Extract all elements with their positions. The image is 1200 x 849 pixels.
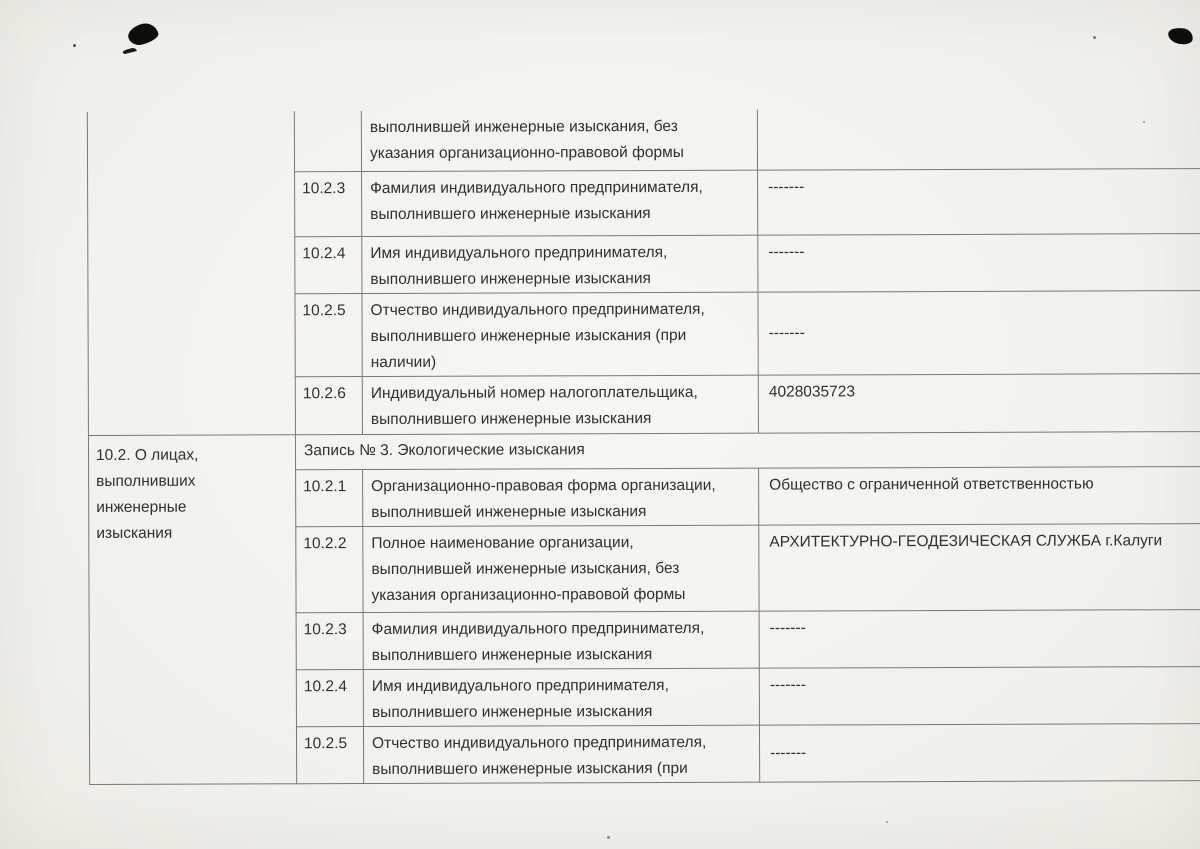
survey-persons-table <box>87 108 1200 784</box>
field-value <box>757 108 1200 170</box>
field-label: Индивидуальный номер налогоплательщика, выполнившего инженерные изыскания <box>362 375 758 434</box>
paper-speck <box>1093 36 1096 39</box>
field-label: Фамилия индивидуального предпринимателя, выполнившего инженерные изыскания <box>362 170 758 236</box>
ink-blot-top-left <box>126 21 160 48</box>
field-value: ------- <box>759 666 1200 725</box>
field-label: Организационно-правовая форма организации, выполнившей инженерные изыскания <box>363 468 759 526</box>
field-label: Имя индивидуального предпринимателя, выполнившего инженерные изыскания <box>362 235 758 293</box>
field-label: выполнившей инженерные изыскания, без указания организационно-правовой формы <box>361 110 757 171</box>
field-label: Отчество индивидуального предпринимателя, выполнившего инженерные изыскания (при наличии) <box>362 292 758 376</box>
field-value: ------- <box>759 609 1200 668</box>
field-value: АРХИТЕКТУРНО-ГЕОДЕЗИЧЕСКАЯ СЛУЖБА г.Калуги <box>759 523 1200 611</box>
row-number-cell: 10.2.6 <box>295 376 362 434</box>
section-cell-empty <box>87 111 295 435</box>
row-number-cell: 10.2.4 <box>295 236 362 293</box>
row-number-cell: 10.2.4 <box>296 669 363 726</box>
table-row <box>88 431 1200 470</box>
table-row <box>87 108 1200 172</box>
paper-speck <box>607 836 610 839</box>
field-value: Общество с ограниченной ответственностью <box>759 466 1200 525</box>
field-label: Полное наименование организации, выполнившей инженерные изыскания, без указания организационно-правовой формы <box>363 525 759 612</box>
field-label: Фамилия индивидуального предпринимателя, выполнившего инженерные изыскания <box>363 611 759 669</box>
row-number-cell: 10.2.5 <box>295 293 362 376</box>
row-number-cell: 10.2.3 <box>295 171 362 236</box>
field-value: ------- <box>758 168 1200 235</box>
row-number-cell: 10.2.3 <box>296 612 363 669</box>
field-value: 4028035723 <box>758 373 1200 433</box>
row-number-cell: 10.2.1 <box>296 469 363 526</box>
row-number-cell: 10.2.5 <box>296 726 363 783</box>
paper-speck <box>886 821 888 823</box>
field-value: ------- <box>758 233 1200 292</box>
section-label: 10.2. О лицах, выполнивших инженерные изыскания <box>88 434 296 784</box>
document-table <box>87 108 1200 784</box>
record-header: Запись № 3. Экологические изыскания <box>295 431 1200 469</box>
field-label: Отчество индивидуального предпринимателя, выполнившего инженерные изыскания (при <box>363 725 759 783</box>
field-value: ------- <box>759 723 1200 782</box>
row-number-cell: 10.2.2 <box>296 526 363 612</box>
ink-blot-top-right <box>1167 26 1194 46</box>
row-number-cell <box>294 111 361 171</box>
paper-speck <box>73 44 76 47</box>
field-value: ------- <box>758 290 1200 375</box>
field-label: Имя индивидуального предпринимателя, выполнившего инженерные изыскания <box>363 668 759 726</box>
